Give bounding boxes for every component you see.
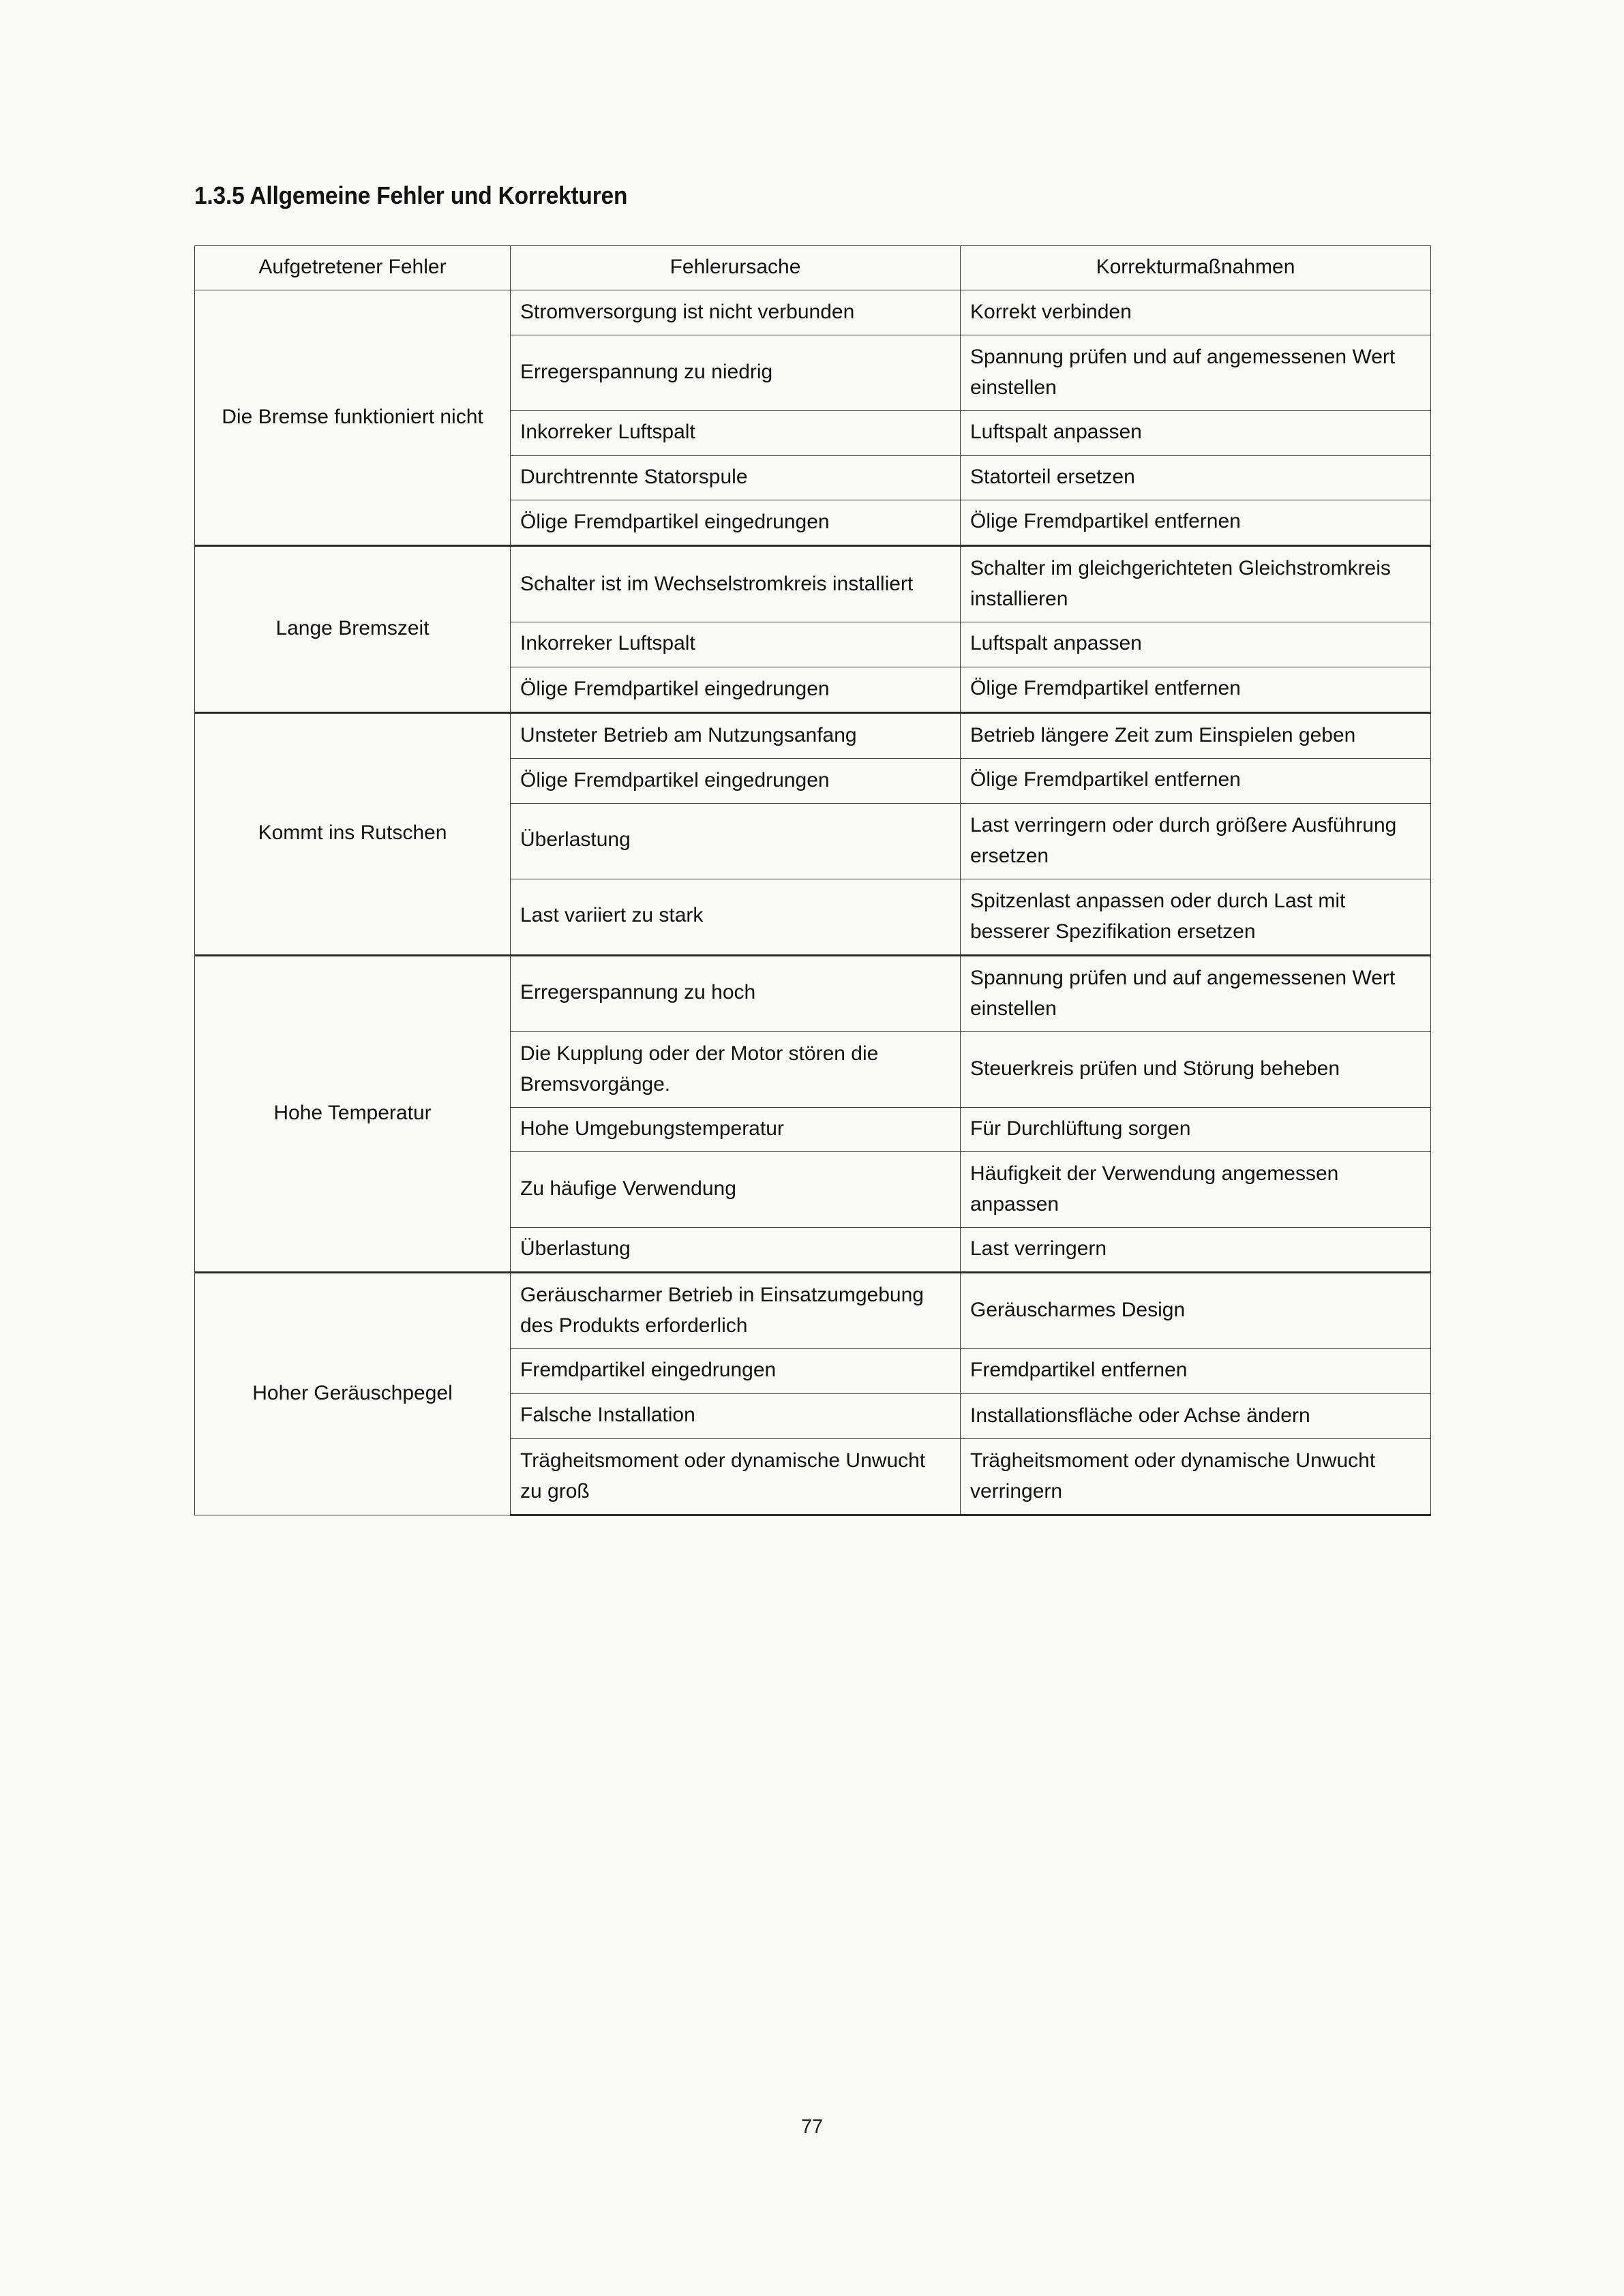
corrective-action-cell: Steuerkreis prüfen und Störung beheben (961, 1031, 1431, 1107)
fault-table-wrapper (194, 245, 1430, 1516)
fault-cause-cell: Falsche Installation (511, 1393, 961, 1438)
table-row (195, 290, 1431, 335)
fault-correction-table (194, 245, 1431, 1516)
fault-cause-cell: Ölige Fremdpartikel eingedrungen (511, 500, 961, 546)
corrective-action-cell: Spannung prüfen und auf angemessenen Wert einstellen (961, 335, 1431, 411)
corrective-action-cell: Ölige Fremdpartikel entfernen (961, 667, 1431, 712)
page-number: 77 (800, 2116, 824, 2138)
corrective-action-cell: Statorteil ersetzen (961, 455, 1431, 500)
corrective-action-cell: Betrieb längere Zeit zum Einspielen geben (961, 712, 1431, 758)
fault-cause-cell: Zu häufige Verwendung (511, 1151, 961, 1227)
fault-cause-cell: Fremdpartikel eingedrungen (511, 1349, 961, 1393)
table-header (195, 246, 1431, 290)
table-row (195, 955, 1431, 1031)
table-row (195, 546, 1431, 622)
fault-cause-cell: Unsteter Betrieb am Nutzungsanfang (511, 712, 961, 758)
fault-group-label: Hohe Temperatur (195, 955, 511, 1273)
table-body (195, 290, 1431, 1515)
corrective-action-cell: Häufigkeit der Verwendung angemessen anpassen (961, 1151, 1431, 1227)
corrective-action-cell: Fremdpartikel entfernen (961, 1349, 1431, 1393)
fault-cause-cell: Inkorreker Luftspalt (511, 622, 961, 667)
corrective-action-cell: Spannung prüfen und auf angemessenen Wert einstellen (961, 955, 1431, 1031)
corrective-action-cell: Für Durchlüftung sorgen (961, 1107, 1431, 1151)
fault-cause-cell: Überlastung (511, 1227, 961, 1272)
fault-cause-cell: Trägheitsmoment oder dynamische Unwucht zu groß (511, 1438, 961, 1515)
corrective-action-cell: Ölige Fremdpartikel entfernen (961, 758, 1431, 803)
table-row (195, 712, 1431, 758)
corrective-action-cell: Trägheitsmoment oder dynamische Unwucht verringern (961, 1438, 1431, 1515)
fault-cause-cell: Die Kupplung oder der Motor stören die Bremsvorgänge. (511, 1031, 961, 1107)
fault-cause-cell: Erregerspannung zu niedrig (511, 335, 961, 411)
fault-cause-cell: Ölige Fremdpartikel eingedrungen (511, 667, 961, 712)
corrective-action-cell: Schalter im gleichgerichteten Gleichstromkreis installieren (961, 546, 1431, 622)
corrective-action-cell: Luftspalt anpassen (961, 622, 1431, 667)
fault-group-label: Die Bremse funktioniert nicht (195, 290, 511, 546)
corrective-action-cell: Spitzenlast anpassen oder durch Last mit besserer Spezifikation ersetzen (961, 879, 1431, 955)
table-header-row (195, 246, 1431, 290)
corrective-action-cell: Geräuscharmes Design (961, 1273, 1431, 1349)
fault-cause-cell: Überlastung (511, 803, 961, 879)
column-header-cause: Fehlerursache (511, 246, 961, 290)
corrective-action-cell: Luftspalt anpassen (961, 411, 1431, 455)
column-header-fault: Aufgetretener Fehler (195, 246, 511, 290)
fault-group-label: Lange Bremszeit (195, 546, 511, 712)
corrective-action-cell: Ölige Fremdpartikel entfernen (961, 500, 1431, 546)
corrective-action-cell: Last verringern (961, 1227, 1431, 1272)
corrective-action-cell: Last verringern oder durch größere Ausführung ersetzen (961, 803, 1431, 879)
corrective-action-cell: Installationsfläche oder Achse ändern (961, 1393, 1431, 1438)
fault-cause-cell: Geräuscharmer Betrieb in Einsatzumgebung des Produkts erforderlich (511, 1273, 961, 1349)
fault-cause-cell: Hohe Umgebungstemperatur (511, 1107, 961, 1151)
corrective-action-cell: Korrekt verbinden (961, 290, 1431, 335)
fault-cause-cell: Stromversorgung ist nicht verbunden (511, 290, 961, 335)
fault-cause-cell: Ölige Fremdpartikel eingedrungen (511, 758, 961, 803)
fault-group-label: Kommt ins Rutschen (195, 712, 511, 955)
fault-cause-cell: Durchtrennte Statorspule (511, 455, 961, 500)
table-row (195, 1273, 1431, 1349)
fault-cause-cell: Schalter ist im Wechselstromkreis installiert (511, 546, 961, 622)
fault-group-label: Hoher Geräuschpegel (195, 1273, 511, 1515)
fault-cause-cell: Erregerspannung zu hoch (511, 955, 961, 1031)
fault-cause-cell: Last variiert zu stark (511, 879, 961, 955)
column-header-action: Korrekturmaßnahmen (961, 246, 1431, 290)
page-title: 1.3.5 Allgemeine Fehler und Korrekturen (194, 181, 628, 209)
fault-cause-cell: Inkorreker Luftspalt (511, 411, 961, 455)
